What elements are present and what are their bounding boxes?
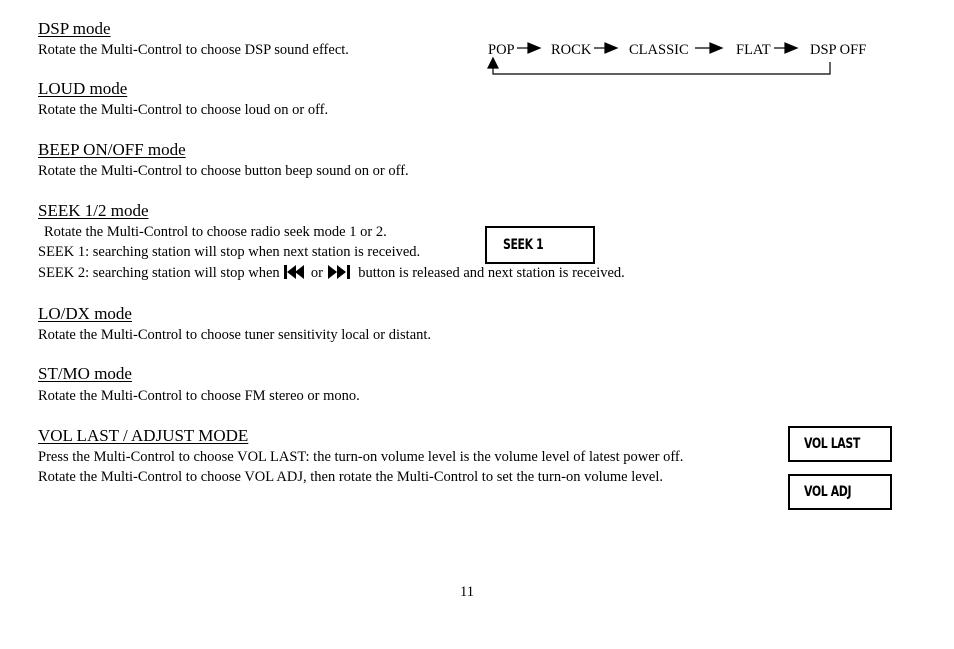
vol-last-lcd-display — [788, 426, 892, 462]
arrow-right-icon — [785, 43, 797, 53]
seek-mode-line2: SEEK 1: searching station will stop when next station is received. — [38, 244, 421, 260]
dsp-flow-flat: FLAT — [736, 42, 771, 58]
dsp-mode-text: Rotate the Multi-Control to choose DSP sound effect. — [38, 42, 349, 58]
arrow-up-icon — [488, 58, 498, 68]
loud-mode-text: Rotate the Multi-Control to choose loud on or off. — [38, 102, 329, 118]
lodx-mode-heading: LO/DX mode — [38, 304, 132, 323]
seek-line3-or: or — [310, 265, 323, 281]
seek-line3-start: SEEK 2: searching station will stop when — [38, 265, 280, 281]
vol-mode-heading: VOL LAST / ADJUST MODE — [38, 426, 249, 445]
vol-mode-line1: Press the Multi-Control to choose VOL LAST: the turn-on volume level is the volume level of latest power off. — [38, 449, 684, 465]
arrow-right-icon — [528, 43, 540, 53]
dsp-mode-heading: DSP mode — [38, 19, 111, 38]
beep-mode-text: Rotate the Multi-Control to choose button beep sound on or off. — [38, 163, 409, 179]
dsp-flow-classic: CLASSIC — [629, 42, 689, 58]
arrow-right-icon — [710, 43, 722, 53]
seek-mode-line3 — [38, 263, 625, 283]
dsp-flow-pop: POP — [488, 42, 515, 58]
vol-adj-lcd-text: VOL ADJ — [804, 484, 852, 500]
vol-last-lcd-text: VOL LAST — [804, 436, 860, 452]
previous-track-icon — [283, 264, 307, 280]
seek-mode-line1: Rotate the Multi-Control to choose radio seek mode 1 or 2. — [44, 224, 387, 240]
seek-line3-end: button is released and next station is received. — [358, 265, 625, 281]
loud-mode-heading: LOUD mode — [38, 79, 128, 98]
stmo-mode-text: Rotate the Multi-Control to choose FM stereo or mono. — [38, 388, 360, 404]
dsp-flow-arrows — [0, 0, 954, 100]
seek-lcd-display — [485, 226, 595, 264]
beep-mode-heading: BEEP ON/OFF mode — [38, 140, 186, 159]
dsp-flow-rock: ROCK — [551, 42, 592, 58]
stmo-mode-heading: ST/MO mode — [38, 364, 132, 383]
next-track-icon — [327, 264, 355, 280]
arrow-right-icon — [605, 43, 617, 53]
page-number: 11 — [460, 584, 474, 600]
vol-adj-lcd-display — [788, 474, 892, 510]
lodx-mode-text: Rotate the Multi-Control to choose tuner sensitivity local or distant. — [38, 327, 432, 343]
seek-lcd-text: SEEK 1 — [503, 237, 544, 253]
dsp-flow-dsp-off: DSP OFF — [810, 42, 867, 58]
vol-mode-line2: Rotate the Multi-Control to choose VOL ADJ, then rotate the Multi-Control to set the turn-on volume level. — [38, 469, 664, 485]
seek-mode-heading: SEEK 1/2 mode — [38, 201, 149, 220]
